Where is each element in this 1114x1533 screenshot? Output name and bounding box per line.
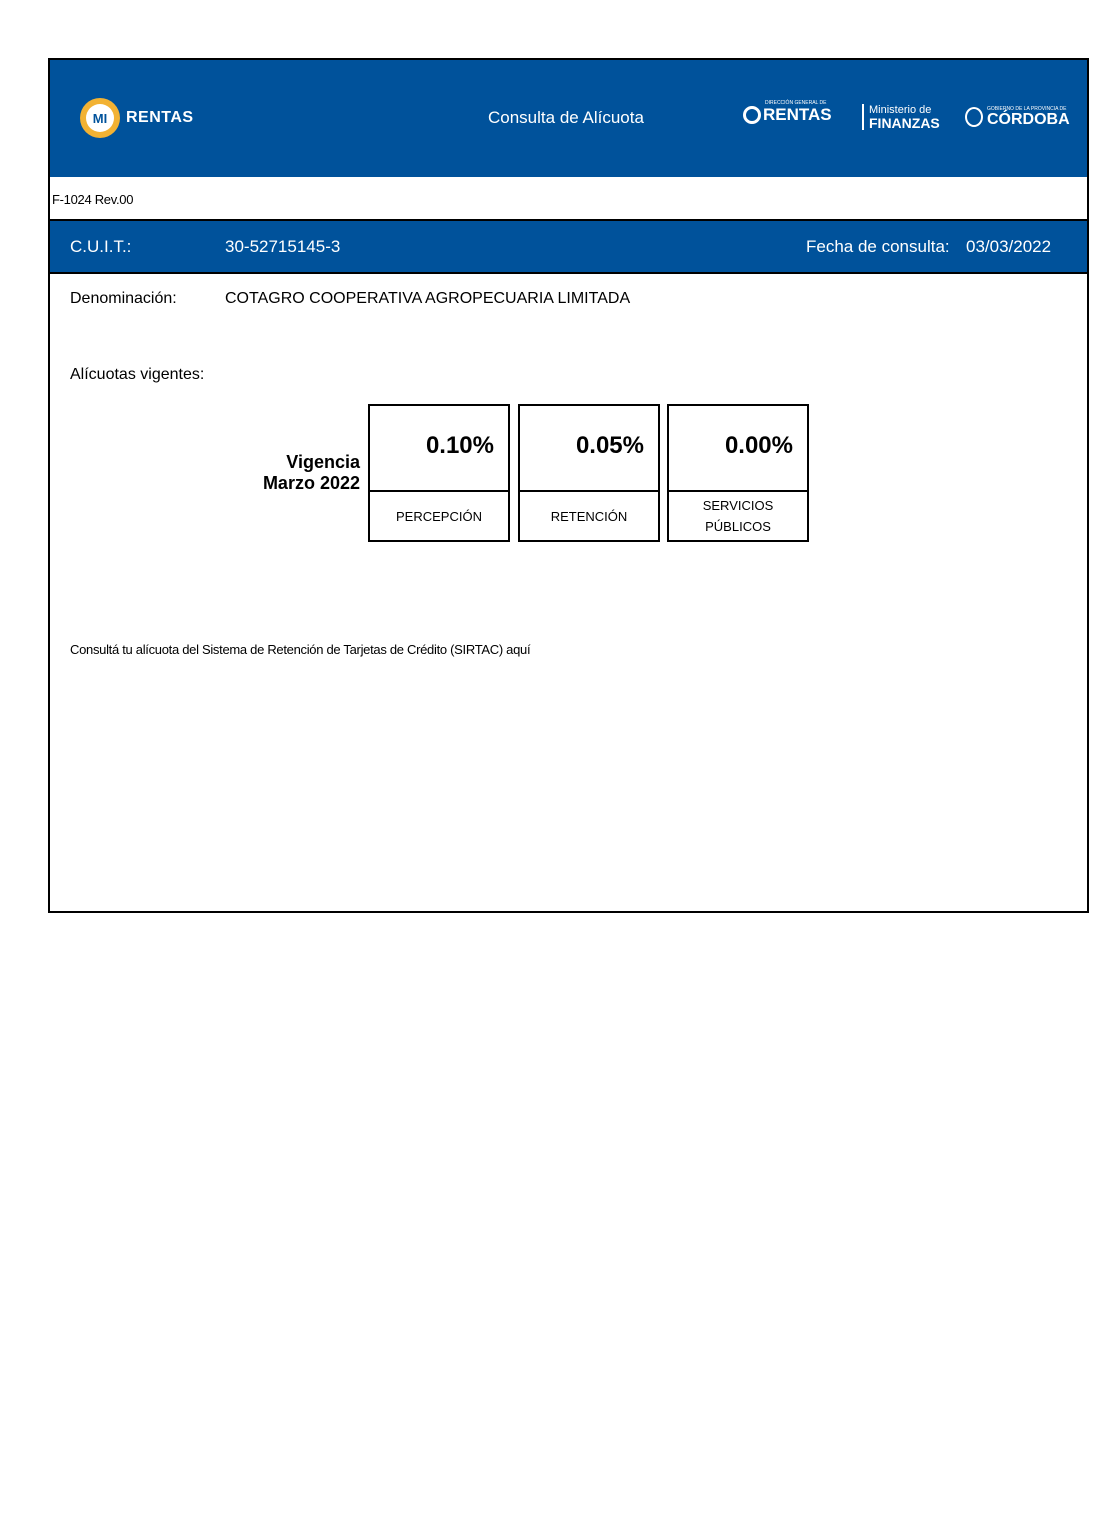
finanzas-logo-line1: Ministerio de bbox=[869, 104, 932, 116]
rate-caption-line2: PÚBLICOS bbox=[705, 519, 771, 534]
rate-box-servicios-publicos bbox=[667, 404, 809, 542]
cuit-label: C.U.I.T.: bbox=[70, 237, 132, 256]
mi-rentas-ring-icon bbox=[80, 98, 120, 138]
vigencia-label bbox=[230, 452, 360, 494]
rate-value-servicios-publicos: 0.00% bbox=[724, 432, 793, 459]
rate-caption-retencion: RETENCIÓN bbox=[550, 508, 628, 524]
rate-box-retencion bbox=[518, 404, 660, 542]
sirtac-link-text[interactable]: Consultá tu alícuota del Sistema de Retención de Tarjetas de Crédito (SIRTAC) aquí bbox=[70, 642, 531, 657]
header-banner bbox=[50, 60, 1087, 177]
ministerio-finanzas-logo bbox=[862, 104, 940, 130]
fecha-consulta-value: 03/03/2022 bbox=[966, 237, 1052, 256]
finanzas-logo-line2: FINANZAS bbox=[869, 115, 940, 131]
cuit-value: 30-52715145-3 bbox=[225, 237, 341, 256]
fecha-consulta-label: Fecha de consulta: bbox=[806, 237, 950, 256]
rate-caption-servicios-publicos bbox=[669, 492, 807, 540]
rate-value-retencion: 0.05% bbox=[575, 432, 644, 459]
rentas-logo-text: RENTAS bbox=[126, 109, 194, 126]
mi-rentas-logo bbox=[80, 98, 194, 138]
page-title: Consulta de Alícuota bbox=[488, 108, 644, 127]
rate-caption-percepcion: PERCEPCIÓN bbox=[396, 508, 482, 524]
form-code: F-1024 Rev.00 bbox=[52, 192, 134, 207]
direccion-rentas-logo bbox=[743, 100, 832, 124]
rentas-logo-subtitle: DIRECCIÓN GENERAL DE bbox=[765, 100, 827, 106]
rate-value-percepcion: 0.10% bbox=[425, 432, 494, 459]
vigencia-line1: Vigencia bbox=[286, 452, 360, 472]
vigencia-line2: Marzo 2022 bbox=[262, 473, 360, 493]
gobierno-cordoba-logo bbox=[965, 106, 1070, 128]
document-frame bbox=[48, 58, 1089, 913]
mi-logo-text: MI bbox=[86, 104, 114, 132]
rate-caption-line1: SERVICIOS bbox=[702, 498, 774, 513]
cordoba-logo-text: CÓRDOBA bbox=[987, 111, 1070, 128]
cordoba-seal-icon bbox=[965, 107, 983, 127]
alicuotas-label: Alícuotas vigentes: bbox=[70, 366, 205, 383]
denominacion-label: Denominación: bbox=[70, 290, 177, 307]
denominacion-value: COTAGRO COOPERATIVA AGROPECUARIA LIMITADA bbox=[225, 290, 631, 307]
cordoba-logo-subtitle: GOBIERNO DE LA PROVINCIA DE bbox=[987, 106, 1067, 112]
info-bar bbox=[50, 219, 1087, 274]
rate-box-percepcion bbox=[368, 404, 510, 542]
rentas-brand-text: RENTAS bbox=[763, 105, 832, 124]
rentas-circle-icon bbox=[743, 106, 761, 124]
